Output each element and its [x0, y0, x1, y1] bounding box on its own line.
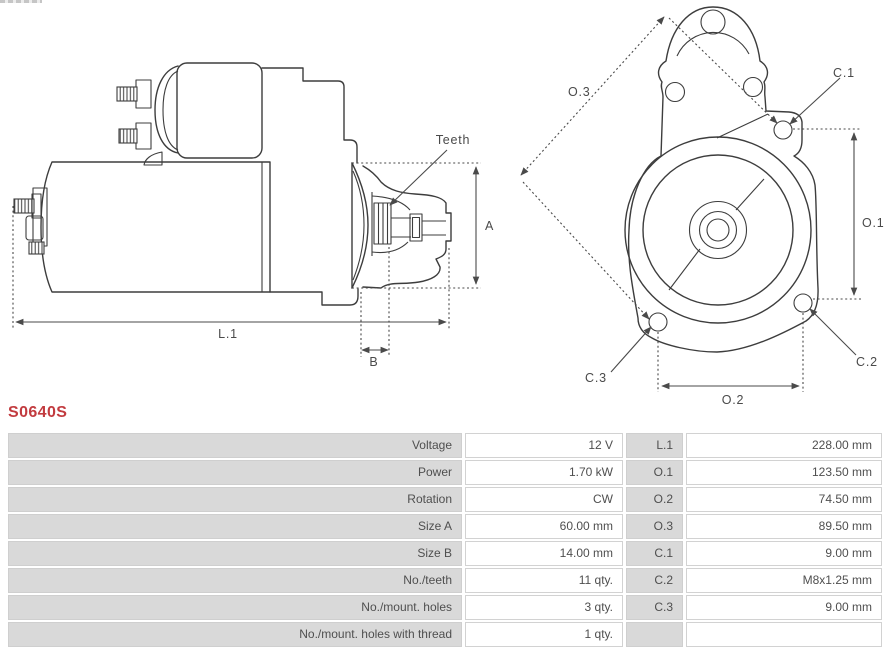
dim-label-c2: C.2 [856, 355, 878, 369]
dim-line-o3 [521, 17, 664, 175]
spec-dim-code: C.2 [626, 568, 683, 593]
dim-label-b: B [369, 355, 379, 369]
side-view-diagram [13, 63, 494, 369]
rear-terminal-stud [14, 199, 34, 213]
c3-leader [611, 327, 651, 372]
spec-row [8, 541, 882, 566]
spec-dim-value: 9.00 mm [686, 595, 882, 620]
spec-label: No./mount. holes with thread [8, 622, 462, 647]
spec-value: 1 qty. [465, 622, 623, 647]
dim-label-l1: L.1 [218, 327, 238, 341]
solenoid-body [177, 63, 262, 158]
dim-label-o2: O.2 [721, 393, 745, 407]
solenoid-terminal-stud-upper [117, 87, 137, 101]
c2-leader [810, 309, 856, 355]
part-number-link[interactable]: S0640S [8, 404, 68, 421]
spec-dim-value: 228.00 mm [686, 433, 882, 458]
spec-label: Size A [8, 514, 462, 539]
rear-bracket [33, 188, 47, 246]
spec-dim-value: 74.50 mm [686, 487, 882, 512]
motor-body [41, 162, 270, 292]
shaft-bore [707, 219, 729, 241]
spec-label: No./teeth [8, 568, 462, 593]
drive-end-housing [363, 166, 451, 288]
spec-row [8, 460, 882, 485]
spec-value: 14.00 mm [465, 541, 623, 566]
spec-label: No./mount. holes [8, 595, 462, 620]
dim-label-c3: C.3 [585, 371, 607, 385]
spec-dim-code [626, 622, 683, 647]
spec-row [8, 622, 882, 647]
upper-right-hole [744, 78, 763, 97]
spec-value: 1.70 kW [465, 460, 623, 485]
spec-value: CW [465, 487, 623, 512]
c3-hole [649, 313, 667, 331]
spec-label: Rotation [8, 487, 462, 512]
dim-label-o3: O.3 [568, 85, 591, 99]
spec-dim-code: O.1 [626, 460, 683, 485]
spec-row [8, 568, 882, 593]
spec-dim-code: O.2 [626, 487, 683, 512]
face-rim-inner [643, 155, 793, 305]
teeth-leader [390, 150, 447, 205]
front-view-diagram [521, 7, 885, 407]
hub-outer [690, 202, 747, 259]
spec-dim-code: C.1 [626, 541, 683, 566]
dim-label-c1: C.1 [833, 66, 855, 80]
drive-bracket [262, 68, 357, 163]
spec-value: 11 qty. [465, 568, 623, 593]
spec-label: Power [8, 460, 462, 485]
spec-row [8, 595, 882, 620]
spec-label: Size B [8, 541, 462, 566]
spec-row [8, 487, 882, 512]
spec-row [8, 433, 882, 458]
spec-value: 60.00 mm [465, 514, 623, 539]
face-rim-outer [625, 137, 811, 323]
spec-value: 3 qty. [465, 595, 623, 620]
spec-dim-value: 9.00 mm [686, 541, 882, 566]
spec-dim-code: C.3 [626, 595, 683, 620]
spec-dim-value: 89.50 mm [686, 514, 882, 539]
solenoid-terminal-stud-lower [119, 129, 137, 143]
spec-label: Voltage [8, 433, 462, 458]
spec-dim-code: O.3 [626, 514, 683, 539]
top-mount-hole [701, 10, 725, 34]
c2-hole [794, 294, 812, 312]
spec-dim-value: M8x1.25 mm [686, 568, 882, 593]
c1-leader [790, 78, 840, 124]
rear-lower-stud [29, 242, 44, 254]
spec-value: 12 V [465, 433, 623, 458]
hub-mid [700, 212, 737, 249]
spec-row [8, 514, 882, 539]
spec-dim-code: L.1 [626, 433, 683, 458]
spec-table [8, 433, 882, 649]
spec-dim-value [686, 622, 882, 647]
dim-label-a: A [485, 219, 495, 233]
teeth-label: Teeth [435, 133, 471, 147]
spec-dim-value: 123.50 mm [686, 460, 882, 485]
dim-label-o1: O.1 [862, 216, 885, 230]
upper-left-hole [666, 83, 685, 102]
c1-hole [774, 121, 792, 139]
